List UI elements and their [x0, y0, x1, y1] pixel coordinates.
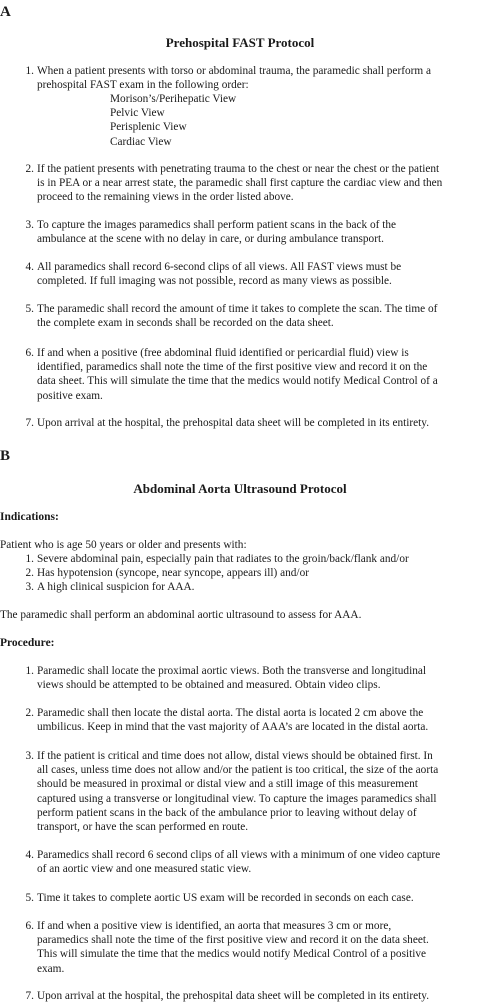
procedure-number: 2. [25, 707, 34, 719]
assess-statement: The paramedic shall perform an abdominal aortic ultrasound to assess for AAA. [0, 609, 362, 621]
fast-item-line: To capture the images paramedics shall perform patient scans in the back of the [37, 219, 397, 231]
procedure-line: Time it takes to complete aortic US exam will be recorded in seconds on each case. [37, 892, 414, 904]
fast-item-number: 1. [25, 65, 34, 77]
procedure-line: exam. [37, 962, 65, 975]
procedure-line: If the patient is critical and time does not allow, distal views should be obtained first. In [37, 750, 433, 762]
procedure-heading: Procedure: [0, 637, 55, 649]
fast-item-4 [0, 260, 470, 288]
procedure-number: 1. [25, 665, 34, 677]
procedure-line: If and when a positive view is identified, an aorta that measures 3 cm or more, [37, 920, 392, 932]
indication-text: Severe abdominal pain, especially pain that radiates to the groin/back/flank and/or [37, 553, 409, 565]
procedure-line: captured using a transverse or longitudinal view. To capture the images paramedics shall [37, 792, 437, 805]
procedure-item-2 [0, 706, 470, 734]
procedure-number: 6. [25, 920, 34, 932]
indication-number: 1. [25, 553, 34, 565]
indication-text: Has hypotension (syncope, near syncope, appears ill) and/or [37, 567, 309, 579]
fast-item-number: 4. [25, 261, 34, 273]
fast-item-line: proceed to the remaining views in the order listed above. [37, 191, 294, 204]
fast-item-line: If the patient presents with penetrating trauma to the chest or near the chest or the patient [37, 163, 440, 175]
fast-item-line: prehospital FAST exam in the following order: [37, 79, 249, 92]
fast-item-number: 3. [25, 219, 34, 231]
procedure-line: of an aortic view and one measured static view. [37, 863, 252, 876]
fast-view-item: Perisplenic View [110, 121, 187, 134]
fast-view-item: Pelvic View [110, 107, 165, 120]
procedure-item-6 [0, 919, 470, 976]
indication-number: 3. [25, 581, 34, 593]
indication-item-2 [0, 566, 470, 580]
procedure-line: perform patient scans in the back of the ambulance prior to leaving without delay of [37, 806, 417, 819]
fast-view-item: Cardiac View [110, 135, 172, 148]
fast-item-line: the complete exam in seconds shall be recorded on the data sheet. [37, 317, 334, 330]
procedure-line: Paramedics shall record 6 second clips of all views with a minimum of one video capture [37, 849, 441, 861]
procedure-line: paramedics shall note the time of the first positive view and record it on the data sheet. [37, 934, 429, 947]
fast-item-number: 2. [25, 163, 34, 175]
section-label-b: B [0, 448, 11, 464]
fast-item-line: is in PEA or a near arrest state, the paramedic shall first capture the cardiac view and then [37, 177, 443, 190]
fast-item-line: Upon arrival at the hospital, the prehospital data sheet will be completed in its entirety. [37, 417, 430, 429]
indication-item-3 [0, 580, 470, 594]
fast-item-line: All paramedics shall record 6-second clips of all views. All FAST views must be [37, 261, 402, 273]
fast-item-1 [0, 64, 470, 92]
fast-item-line: When a patient presents with torso or abdominal trauma, the paramedic shall perform a [37, 65, 432, 77]
fast-item-line: The paramedic shall record the amount of time it takes to complete the scan. The time of [37, 303, 438, 315]
procedure-line: Paramedic shall locate the proximal aortic views. Both the transverse and longitudinal [37, 665, 427, 677]
fast-item-6 [0, 346, 470, 403]
fast-item-number: 6. [25, 347, 34, 359]
fast-item-number: 5. [25, 303, 34, 315]
fast-item-3 [0, 218, 470, 246]
procedure-line: should be measured in proximal or distal view and a still image of this measurement [37, 778, 418, 791]
fast-item-line: completed. If full imaging was not possible, record as many views as possible. [37, 275, 392, 288]
fast-item-7 [0, 416, 470, 430]
fast-item-line: identified, paramedics shall note the time of the first positive view and record it on the [37, 361, 428, 374]
procedure-item-7 [0, 989, 470, 1003]
fast-item-number: 7. [25, 417, 34, 429]
fast-item-line: positive exam. [37, 389, 103, 402]
fast-protocol-title: Prehospital FAST Protocol [165, 35, 315, 50]
indication-item-1 [0, 552, 470, 566]
indication-number: 2. [25, 567, 34, 579]
procedure-line: all cases, unless time does not allow and/or the patient is too critical, the size of the aorta [37, 764, 439, 777]
procedure-item-1 [0, 664, 470, 692]
procedure-line: Upon arrival at the hospital, the prehospital data sheet will be completed in its entirety. [37, 990, 430, 1002]
procedure-line: umbilicus. Keep in mind that the vast majority of AAA’s are located in the distal aorta. [37, 721, 429, 734]
procedure-number: 4. [25, 849, 34, 861]
procedure-number: 7. [25, 990, 34, 1002]
procedure-item-5 [0, 891, 470, 905]
indication-text: A high clinical suspicion for AAA. [37, 581, 195, 593]
fast-item-line: ambulance at the scene with no delay in care, or during ambulance transport. [37, 233, 384, 246]
procedure-line: transport, or have the scan performed en route. [37, 821, 249, 834]
indications-intro: Patient who is age 50 years or older and presents with: [0, 539, 247, 551]
section-label-a: A [0, 4, 11, 20]
procedure-number: 3. [25, 750, 34, 762]
indications-heading: Indications: [0, 511, 59, 523]
fast-views-list [110, 92, 236, 149]
fast-item-2 [0, 162, 470, 205]
procedure-number: 5. [25, 892, 34, 904]
procedure-line: views should be attempted to be obtained and measured. Obtain video clips. [37, 679, 381, 692]
procedure-item-4 [0, 848, 470, 876]
procedure-line: Paramedic shall then locate the distal aorta. The distal aorta is located 2 cm above the [37, 707, 424, 719]
fast-item-line: If and when a positive (free abdominal fluid identified or pericardial fluid) view is [37, 347, 409, 359]
fast-item-5 [0, 302, 470, 330]
fast-item-line: data sheet. This will simulate the time that the medics would notify Medical Control of a [37, 375, 438, 388]
procedure-line: This will simulate the time that the medics would notify Medical Control of a positive [37, 948, 427, 961]
fast-view-item: Morison’s/Perihepatic View [110, 93, 237, 105]
aorta-protocol-title: Abdominal Aorta Ultrasound Protocol [133, 481, 347, 496]
procedure-item-3 [0, 749, 470, 834]
